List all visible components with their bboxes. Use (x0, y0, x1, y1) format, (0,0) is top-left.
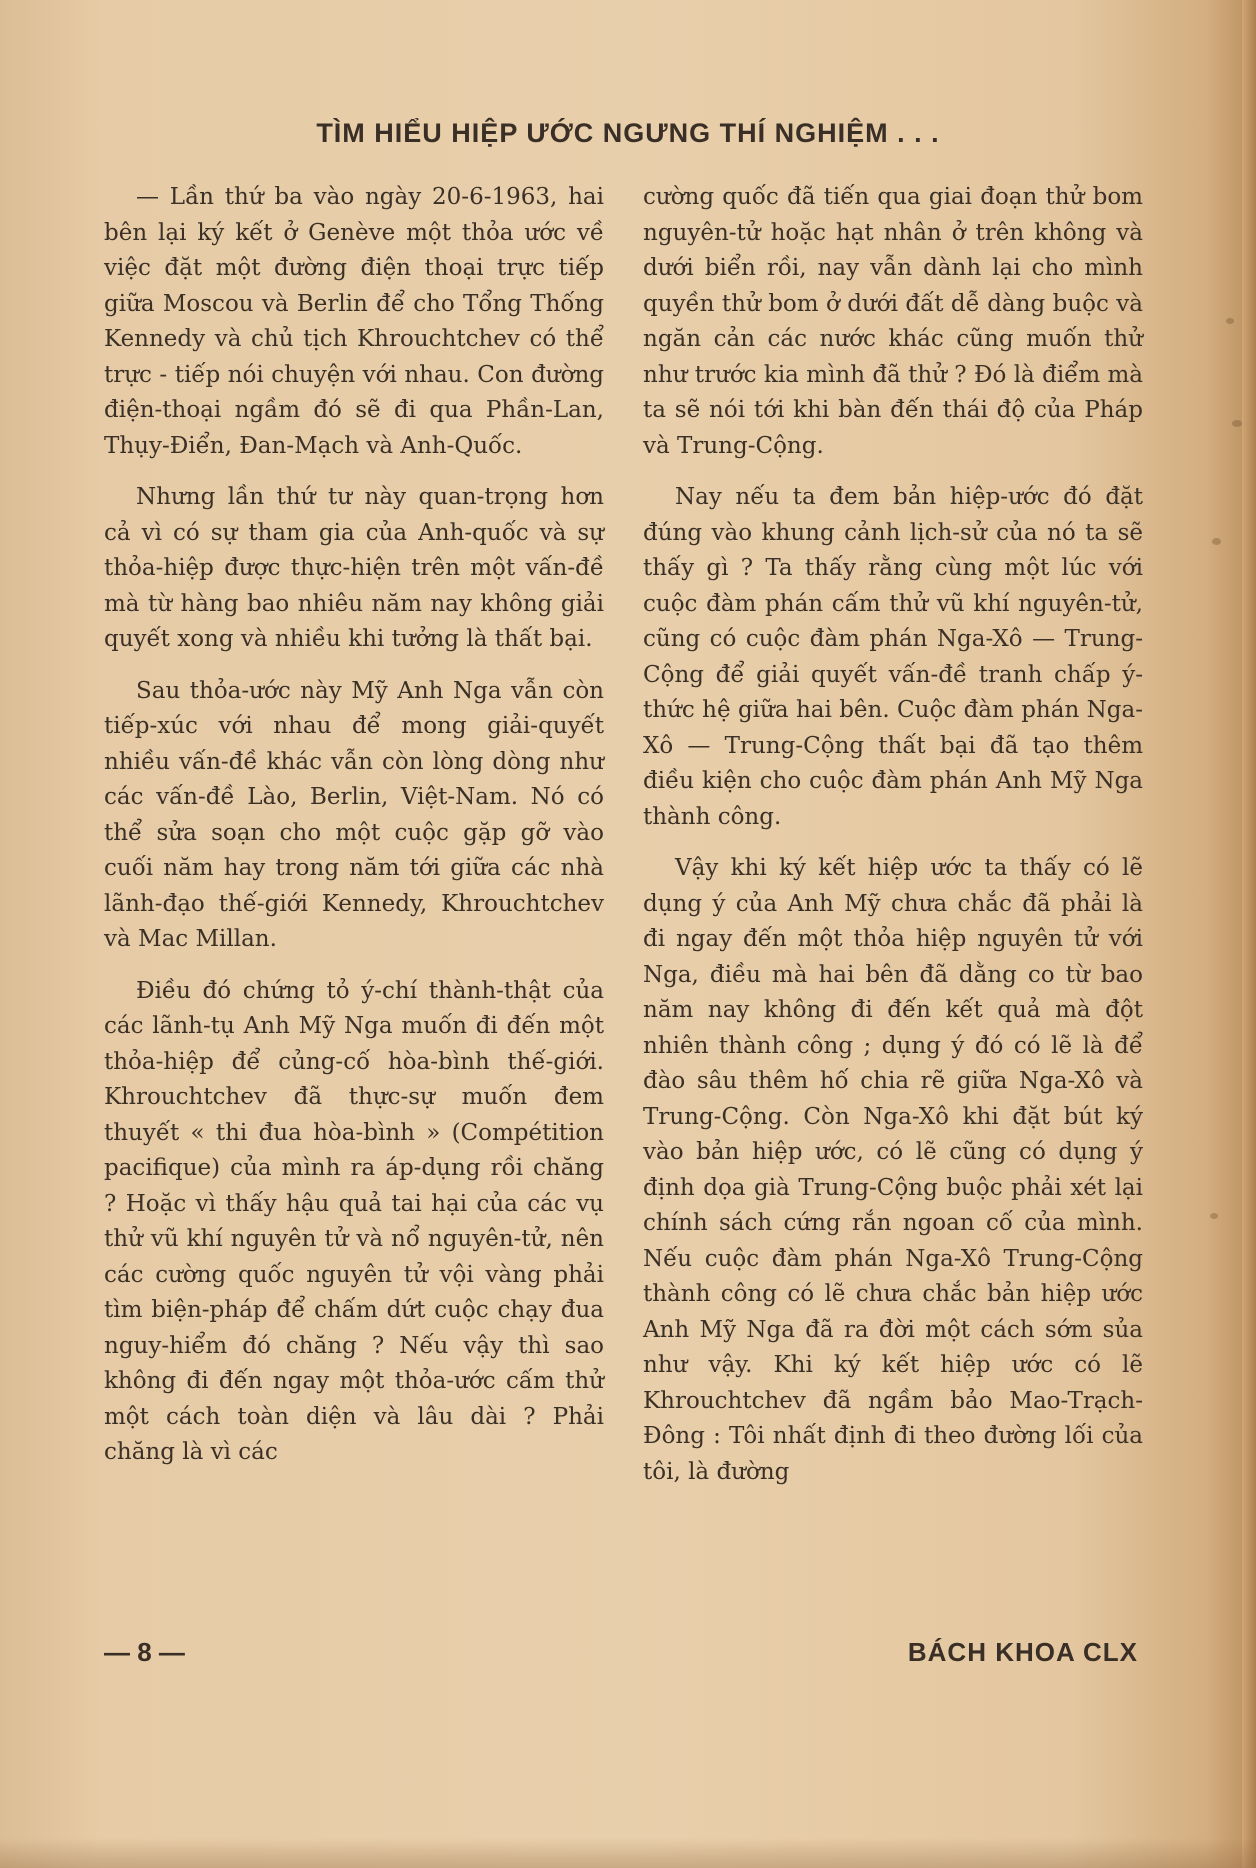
paper-stain (1232, 420, 1242, 427)
paragraph: Nay nếu ta đem bản hiệp-ước đó đặt đúng vào khung cảnh lịch-sử của nó ta sẽ thấy gì ? Ta thấy rằng cùng một lúc với cuộc đàm phán cấm thử vũ khí nguyên-tử, cũng có cuộc đàm phán Nga-Xô — Trung-Cộng để giải quyết vấn-đề tranh chấp ý-thức hệ giữa hai bên. Cuộc đàm phán Nga-Xô — Trung-Cộng thất bại đã tạo thêm điều kiện cho cuộc đàm phán Anh Mỹ Nga thành công. (643, 484, 1143, 830)
paper-stain (1226, 318, 1234, 324)
paragraph: Nhưng lần thứ tư này quan-trọng hơn cả vì có sự tham gia của Anh-quốc và sự thỏa-hiệp được thực-hiện trên một vấn-đề mà từ hàng bao nhiêu năm nay không giải quyết xong và nhiều khi tưởng là thất bại. (104, 484, 604, 652)
paragraph: cường quốc đã tiến qua giai đoạn thử bom nguyên-tử hoặc hạt nhân ở trên không và dưới biển rồi, nay vẫn dành lại cho mình quyền thử bom ở dưới đất dễ dàng buộc và ngăn cản các nước khác cũng muốn thử như trước kia mình đã thử ? Đó là điểm mà ta sẽ nói tới khi bàn đến thái độ của Pháp và Trung-Cộng. (643, 184, 1143, 459)
paragraph: — Lần thứ ba vào ngày 20-6-1963, hai bên lại ký kết ở Genève một thỏa ước về việc đặt một đường điện thoại trực tiếp giữa Moscou và Berlin để cho Tổng Thống Kennedy và chủ tịch Khrouchtchev có thể trực - tiếp nói chuyện với nhau. Con đường điện-thoại ngầm đó sẽ đi qua Phần-Lan, Thụy-Điển, Đan-Mạch và Anh-Quốc. (104, 184, 604, 459)
paper-stain (1210, 1213, 1218, 1219)
left-column (104, 180, 604, 1487)
right-column (643, 180, 1143, 1506)
paragraph: Điều đó chứng tỏ ý-chí thành-thật của các lãnh-tụ Anh Mỹ Nga muốn đi đến một thỏa-hiệp để củng-cố hòa-bình thế-giới. Khrouchtchev đã thực-sự muốn đem thuyết « thi đua hòa-bình » (Compétition pacifique) của mình ra áp-dụng rồi chăng ? Hoặc vì thấy hậu quả tai hại của các vụ thử vũ khí nguyên tử và nổ nguyên-tử, nên các cường quốc nguyên tử vội vàng phải tìm biện-pháp để chấm dứt cuộc chạy đua nguy-hiểm đó chăng ? Nếu vậy thì sao không đi đến ngay một thỏa-ước cấm thử một cách toàn diện và lâu dài ? Phải chăng là vì các (104, 977, 604, 1465)
paragraph: Sau thỏa-ước này Mỹ Anh Nga vẫn còn tiếp-xúc với nhau để mong giải-quyết nhiều vấn-đề khác vẫn còn lòng dòng như các vấn-đề Lào, Berlin, Việt-Nam. Nó có thể sửa soạn cho một cuộc gặp gỡ vào cuối năm hay trong năm tới giữa các nhà lãnh-đạo thế-giới Kennedy, Khrouchtchev và Mac Millan. (104, 677, 604, 952)
page-bottom-shadow (0, 1838, 1256, 1868)
journal-name: BÁCH KHOA CLX (907, 1637, 1138, 1667)
page-number: — 8 — (104, 1637, 185, 1667)
page-edge-shadow (1242, 0, 1256, 1868)
paper-stain (1212, 538, 1221, 545)
paragraph: Vậy khi ký kết hiệp ước ta thấy có lẽ dụng ý của Anh Mỹ chưa chắc đã phải là đi ngay đến một thỏa hiệp nguyên tử với Nga, điều mà hai bên đã dằng co từ bao năm nay không đi đến kết quả mà đột nhiên thành công ; dụng ý đó có lẽ là để đào sâu thêm hố chia rẽ giữa Nga-Xô và Trung-Cộng. Còn Nga-Xô khi đặt bút ký vào bản hiệp ước, có lẽ cũng có dụng ý định dọa già Trung-Cộng buộc phải xét lại chính sách cứng rắn ngoan cố của mình. Nếu cuộc đàm phán Nga-Xô Trung-Cộng thành công có lẽ chưa chắc bản hiệp ước Anh Mỹ Nga đã ra đời một cách sớm sủa như vậy. Khi ký kết hiệp ước có lẽ Khrouchtchev đã ngầm bảo Mao-Trạch-Đông : Tôi nhất định đi theo đường lối của tôi, là đường (643, 855, 1143, 1485)
running-title: TÌM HIỂU HIỆP ƯỚC NGƯNG THÍ NGHIỆM . . . (316, 118, 940, 148)
